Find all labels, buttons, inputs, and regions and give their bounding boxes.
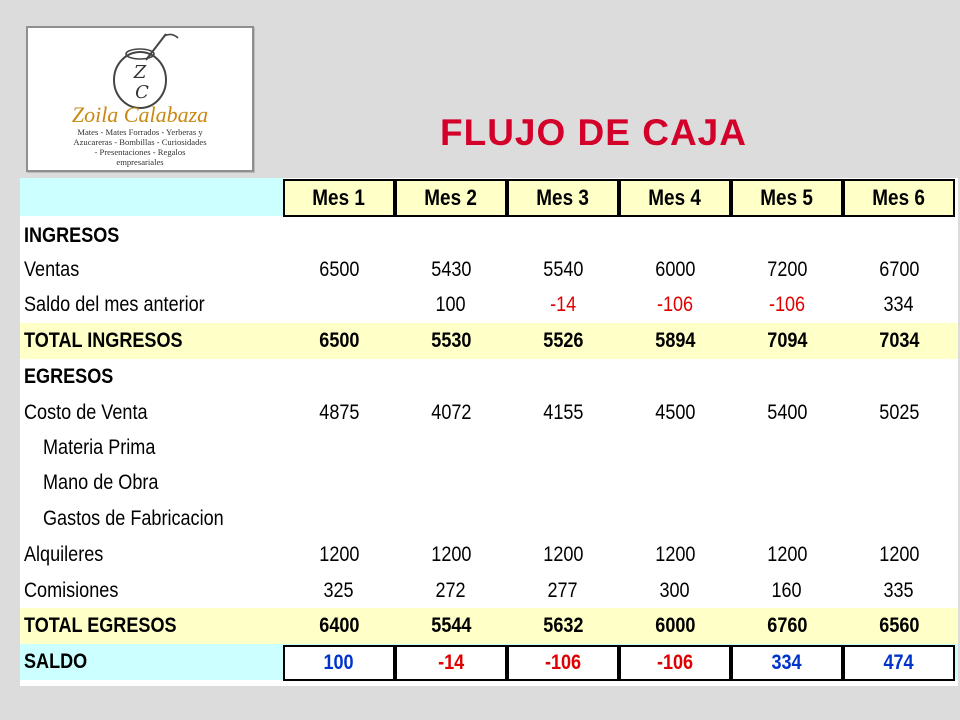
cell-value: 335 <box>883 579 915 602</box>
table-cell <box>843 501 955 537</box>
cell-value: 7094 <box>766 329 808 352</box>
row-label: Saldo del mes anterior <box>24 293 205 316</box>
page-title: FLUJO DE CAJA <box>440 112 747 153</box>
column-header-text: Mes 3 <box>536 185 590 210</box>
table-cell <box>731 395 843 431</box>
logo-monogram-top: Z <box>133 62 147 83</box>
cell-value: 272 <box>435 579 467 602</box>
cash-flow-table <box>20 178 958 686</box>
row-label: Gastos de Fabricacion <box>43 507 224 530</box>
table-cell <box>507 323 619 359</box>
cell-value: 160 <box>771 579 803 602</box>
cell-value: 100 <box>435 293 467 316</box>
cell-value: -14 <box>437 651 465 674</box>
table-cell <box>395 395 507 431</box>
cell-value: 325 <box>323 579 355 602</box>
cell-value: 300 <box>659 579 691 602</box>
table-cell <box>395 501 507 537</box>
cell-value: 1200 <box>878 543 920 566</box>
table-cell <box>283 359 395 395</box>
cell-value: 5526 <box>542 329 584 352</box>
row-label: Costo de Venta <box>24 401 148 424</box>
cell-value: 4155 <box>542 401 584 424</box>
cell-value: 7034 <box>878 329 920 352</box>
table-cell <box>731 465 843 501</box>
table-cell <box>843 395 955 431</box>
column-header-text: Mes 6 <box>872 185 926 210</box>
cell-value: 5400 <box>766 401 808 424</box>
table-row <box>20 644 958 680</box>
table-cell <box>507 608 619 644</box>
table-cell <box>731 501 843 537</box>
table-cell <box>731 287 843 323</box>
column-header-mes-5 <box>731 179 843 217</box>
cell-value: -106 <box>656 293 694 316</box>
table-cell <box>283 323 395 359</box>
row-label: Comisiones <box>24 579 119 602</box>
cell-value: 5430 <box>430 258 472 281</box>
column-header-text: Mes 5 <box>760 185 814 210</box>
cell-value: 6400 <box>318 614 360 637</box>
cell-value: 6700 <box>878 258 920 281</box>
row-label: Materia Prima <box>43 436 156 459</box>
table-row <box>20 573 958 609</box>
cell-value: 1200 <box>542 543 584 566</box>
table-cell <box>843 537 955 573</box>
table-cell <box>507 573 619 609</box>
table-cell <box>843 573 955 609</box>
cell-value: 5544 <box>430 614 472 637</box>
table-cell <box>731 323 843 359</box>
table-cell <box>619 287 731 323</box>
table-cell <box>619 501 731 537</box>
cell-value: 334 <box>771 651 803 674</box>
cell-value: 7200 <box>766 258 808 281</box>
row-label: TOTAL INGRESOS <box>24 329 183 352</box>
cell-value: -106 <box>544 651 582 674</box>
table-cell <box>731 430 843 466</box>
table-cell <box>619 537 731 573</box>
table-cell <box>619 395 731 431</box>
table-cell <box>619 465 731 501</box>
header-label-cell <box>20 178 283 216</box>
row-label: TOTAL EGRESOS <box>24 614 177 637</box>
table-cell <box>507 359 619 395</box>
table-cell <box>283 537 395 573</box>
column-header-mes-3 <box>507 179 619 217</box>
table-cell <box>731 252 843 288</box>
table-cell <box>843 359 955 395</box>
table-cell <box>619 430 731 466</box>
cell-value: 4072 <box>430 401 472 424</box>
cell-value: 6560 <box>878 614 920 637</box>
row-label: SALDO <box>24 650 88 673</box>
table-cell <box>283 501 395 537</box>
table-row <box>20 465 958 501</box>
cell-value: 5540 <box>542 258 584 281</box>
table-cell <box>507 287 619 323</box>
table-cell <box>395 287 507 323</box>
table-cell <box>283 218 395 254</box>
table-cell <box>619 608 731 644</box>
logo-tagline-2: Azucareras - Bombillas - Curiosidades <box>73 137 207 147</box>
logo-monogram-bottom: C <box>135 82 149 103</box>
table-cell <box>619 573 731 609</box>
table-cell <box>395 465 507 501</box>
table-cell <box>843 323 955 359</box>
table-cell <box>731 608 843 644</box>
table-row <box>20 287 958 323</box>
table-cell <box>507 395 619 431</box>
table-cell <box>619 359 731 395</box>
table-row <box>20 252 958 288</box>
table-cell <box>283 645 395 681</box>
table-cell <box>283 465 395 501</box>
column-header-mes-2 <box>395 179 507 217</box>
table-row <box>20 608 958 644</box>
table-cell <box>283 252 395 288</box>
table-cell <box>843 430 955 466</box>
column-header-text: Mes 1 <box>312 185 366 210</box>
column-header-text: Mes 2 <box>424 185 478 210</box>
table-cell <box>619 252 731 288</box>
table-cell <box>395 430 507 466</box>
table-row <box>20 501 958 537</box>
cell-value: -106 <box>656 651 694 674</box>
table-cell <box>395 608 507 644</box>
header-row <box>20 178 958 216</box>
table-cell <box>731 218 843 254</box>
cell-value: -14 <box>549 293 577 316</box>
table-cell <box>283 395 395 431</box>
table-cell <box>619 645 731 681</box>
cell-value: 6000 <box>654 614 696 637</box>
table-cell <box>731 645 843 681</box>
table-cell <box>395 323 507 359</box>
gourd-logo-icon <box>28 28 252 170</box>
column-header-text: Mes 4 <box>648 185 702 210</box>
cell-value: 1200 <box>766 543 808 566</box>
cell-value: 4875 <box>318 401 360 424</box>
column-header-mes-4 <box>619 179 731 217</box>
cell-value: 5530 <box>430 329 472 352</box>
table-cell <box>507 218 619 254</box>
cell-value: 474 <box>883 651 915 674</box>
table-cell <box>507 645 619 681</box>
table-row <box>20 395 958 431</box>
logo-tagline-3: - Presentaciones - Regalos <box>94 147 186 157</box>
table-cell <box>843 608 955 644</box>
cell-value: 5025 <box>878 401 920 424</box>
table-cell <box>283 573 395 609</box>
table-row <box>20 359 958 395</box>
table-cell <box>507 430 619 466</box>
cell-value: 5632 <box>542 614 584 637</box>
row-label: INGRESOS <box>24 224 120 247</box>
table-cell <box>731 359 843 395</box>
table-cell <box>283 287 395 323</box>
cell-value: 6500 <box>318 258 360 281</box>
table-row <box>20 537 958 573</box>
table-cell <box>395 218 507 254</box>
cell-value: 5894 <box>654 329 696 352</box>
cell-value: 6500 <box>318 329 360 352</box>
cell-value: 277 <box>547 579 579 602</box>
table-cell <box>283 430 395 466</box>
row-label: Ventas <box>24 258 80 281</box>
cell-value: 334 <box>883 293 915 316</box>
table-cell <box>395 573 507 609</box>
cell-value: 6760 <box>766 614 808 637</box>
table-cell <box>843 645 955 681</box>
cell-value: 6000 <box>654 258 696 281</box>
table-cell <box>507 252 619 288</box>
table-cell <box>507 537 619 573</box>
table-cell <box>395 359 507 395</box>
table-cell <box>731 573 843 609</box>
column-header-mes-6 <box>843 179 955 217</box>
table-row <box>20 323 958 359</box>
cell-value: 100 <box>323 651 355 674</box>
row-label: Mano de Obra <box>43 471 159 494</box>
logo-tagline-4: empresariales <box>116 157 164 167</box>
cell-value: 1200 <box>654 543 696 566</box>
logo-tagline-1: Mates - Mates Forrados - Yerberas y <box>77 127 203 137</box>
table-cell <box>843 252 955 288</box>
table-row <box>20 430 958 466</box>
table-cell <box>395 645 507 681</box>
table-cell <box>843 218 955 254</box>
column-header-mes-1 <box>283 179 395 217</box>
cell-value: 1200 <box>318 543 360 566</box>
table-cell <box>507 501 619 537</box>
cell-value: -106 <box>768 293 806 316</box>
table-cell <box>843 287 955 323</box>
cell-value: 1200 <box>430 543 472 566</box>
table-cell <box>619 323 731 359</box>
cell-value: 4500 <box>654 401 696 424</box>
table-cell <box>395 252 507 288</box>
row-label: EGRESOS <box>24 365 114 388</box>
table-cell <box>395 537 507 573</box>
table-cell <box>283 608 395 644</box>
row-label: Alquileres <box>24 543 104 566</box>
table-row <box>20 218 958 254</box>
logo-brand-text: Zoila Calabaza <box>71 102 209 127</box>
company-logo <box>26 26 254 172</box>
table-cell <box>507 465 619 501</box>
table-cell <box>731 537 843 573</box>
table-cell <box>619 218 731 254</box>
table-cell <box>843 465 955 501</box>
